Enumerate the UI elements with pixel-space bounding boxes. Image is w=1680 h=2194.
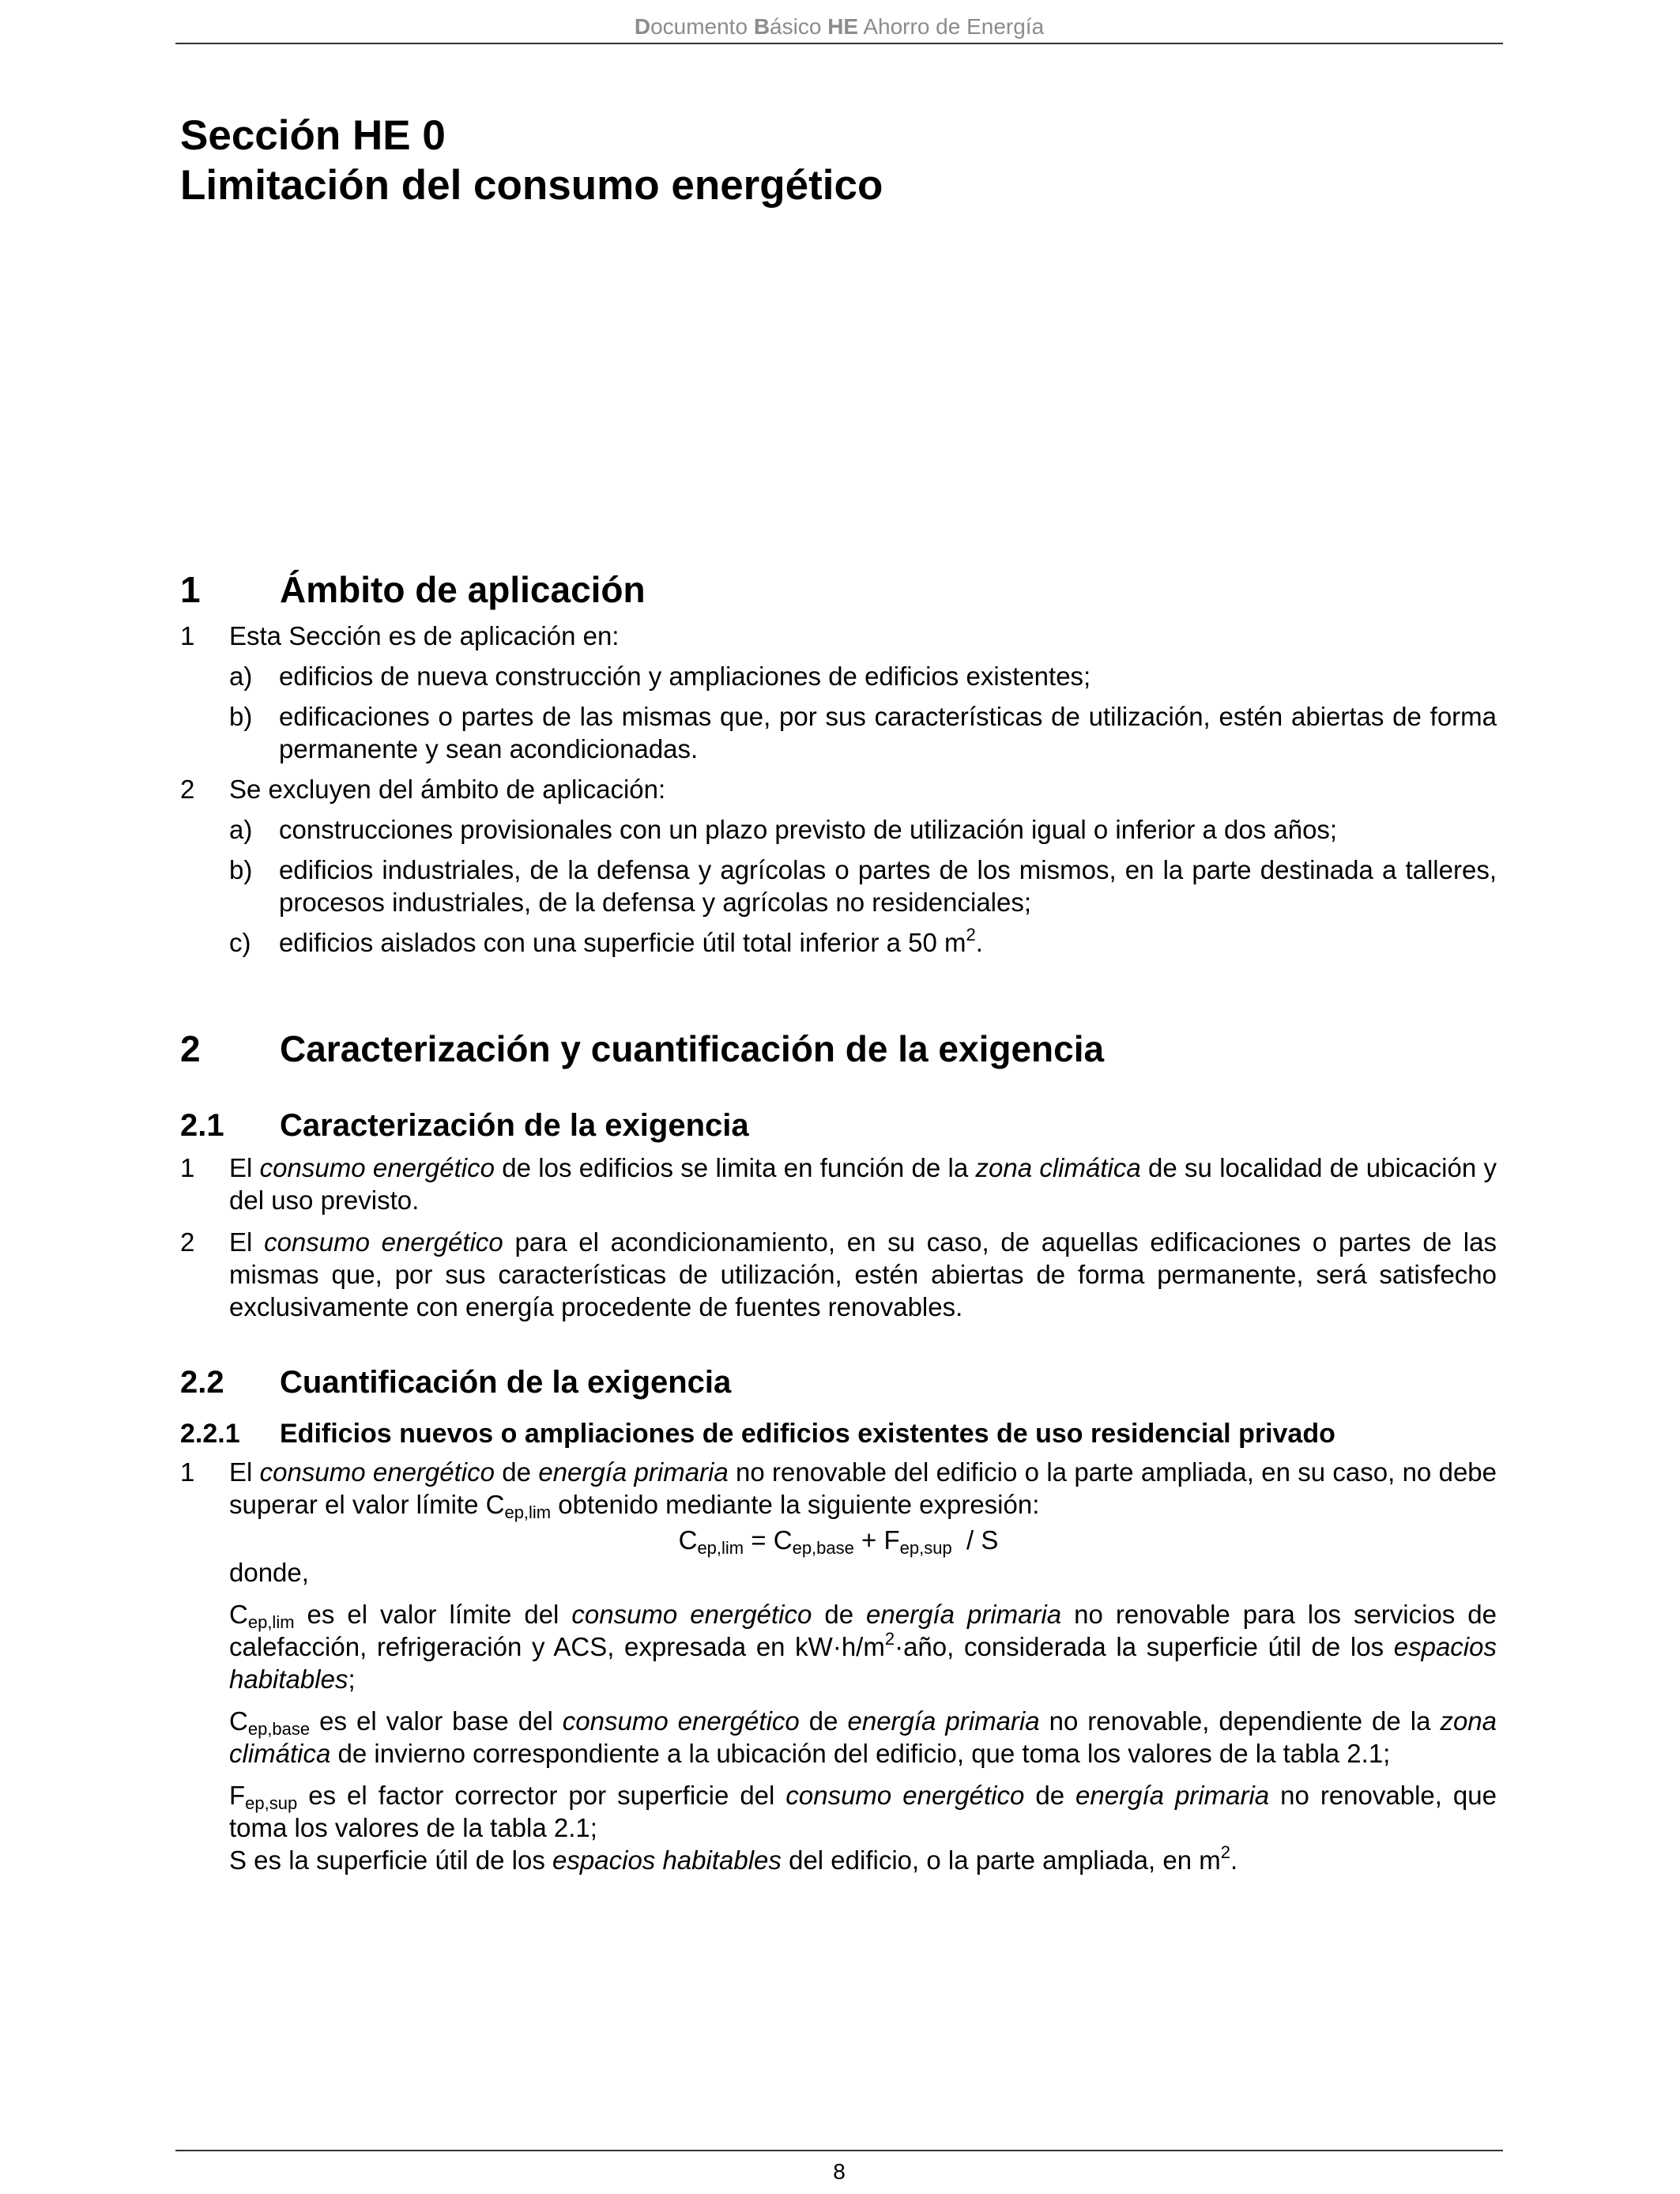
page-number: 8 bbox=[833, 2159, 846, 2184]
footer-rule bbox=[175, 2150, 1503, 2151]
heading-cuantificacion: 2.2 Cuantificación de la exigencia bbox=[180, 1365, 732, 1400]
section-title-line1: Sección HE 0 bbox=[180, 112, 446, 159]
section-title-line2: Limitación del consumo energético bbox=[180, 162, 883, 209]
list-item: a) edificios de nueva construcción y ampliaciones de edificios existentes; bbox=[229, 662, 1091, 691]
running-header: Documento Básico HE Ahorro de Energía bbox=[634, 14, 1045, 39]
definition-s: S es la superficie útil de los espacios habitables del edificio, o la parte ampliada, en $m^2$. bbox=[229, 1842, 1238, 1875]
list-item: a) construcciones provisionales con un plazo previsto de utilización igual o inferior a dos años; bbox=[229, 815, 1338, 844]
heading-edificios-nuevos: 2.2.1 Edificios nuevos o ampliaciones de edificios existentes de uso residencial privado bbox=[180, 1419, 1335, 1449]
paragraph-1-2: 2 Se excluyen del ámbito de aplicación: bbox=[180, 775, 666, 804]
section-title bbox=[180, 111, 1497, 210]
definition-cep-base: $C_{ep,base}$ es el valor base del consumo energético de energía primaria no renovable, dependiente de la zona climática de invierno correspondiente a la ubicación del edificio, que toma los valores de la tabla 2.1; bbox=[229, 1706, 1497, 1768]
donde-text: donde, bbox=[229, 1558, 309, 1587]
paragraph-2-1-1: 1 El consumo energético de los edificios se limita en función de la zona climática de su localidad de ubicación y del uso previsto. bbox=[180, 1153, 1497, 1215]
heading-ambito: 1 Ámbito de aplicación bbox=[180, 569, 646, 610]
paragraph-1-1: 1 Esta Sección es de aplicación en: bbox=[180, 621, 620, 650]
list-item: b) edificios industriales, de la defensa y agrícolas o partes de los mismos, en la parte destinada a talleres, procesos industriales, de la defensa y agrícolas no residenciales; bbox=[229, 855, 1497, 917]
definition-fep-sup: $F_{ep,sup}$ es el factor corrector por superficie del consumo energético de energía primaria no renovable, que toma los valores de la tabla 2.1; bbox=[229, 1781, 1497, 1842]
page-content bbox=[180, 111, 1497, 1876]
list-item: c) edificios aislados con una superficie útil total inferior a 50 $m^2$. bbox=[229, 925, 983, 957]
list-item: b) edificaciones o partes de las mismas que, por sus características de utilización, estén abiertas de forma permanente y sean acondicionadas. bbox=[229, 702, 1497, 763]
paragraph-2-2-1-1: 1 El consumo energético de energía primaria no renovable del edificio o la parte ampliada, en su caso, no debe superar el valor límite $C_{ep,lim}$ obtenido mediante la siguiente expresión: bbox=[180, 1457, 1497, 1522]
heading-caracterizacion: 2.1 Caracterización de la exigencia bbox=[180, 1108, 749, 1143]
header-rule bbox=[175, 43, 1503, 44]
paragraph-2-1-2: 2 El consumo energético para el acondicionamiento, en su caso, de aquellas edificaciones o partes de las mismas que, por sus características de utilización, estén abiertas de forma permanente, será satisfecho exclusivamente con energía procedente de fuentes renovables. bbox=[180, 1227, 1497, 1321]
heading-caracterizacion-cuantificacion: 2 Caracterización y cuantificación de la exigencia bbox=[180, 1028, 1105, 1069]
definition-cep-lim: $C_{ep,lim}$ es el valor límite del consumo energético de energía primaria no renovable para los servicios de calefacción, refrigeración y ACS, expresada en $kW\cdot h/m^2\cdot año$, considerada la superficie útil de los espacios habitables; bbox=[229, 1600, 1497, 1694]
formula: $C_{ep,lim} = C_{ep,base} + F_{ep,sup} / S$ bbox=[678, 1525, 999, 1558]
